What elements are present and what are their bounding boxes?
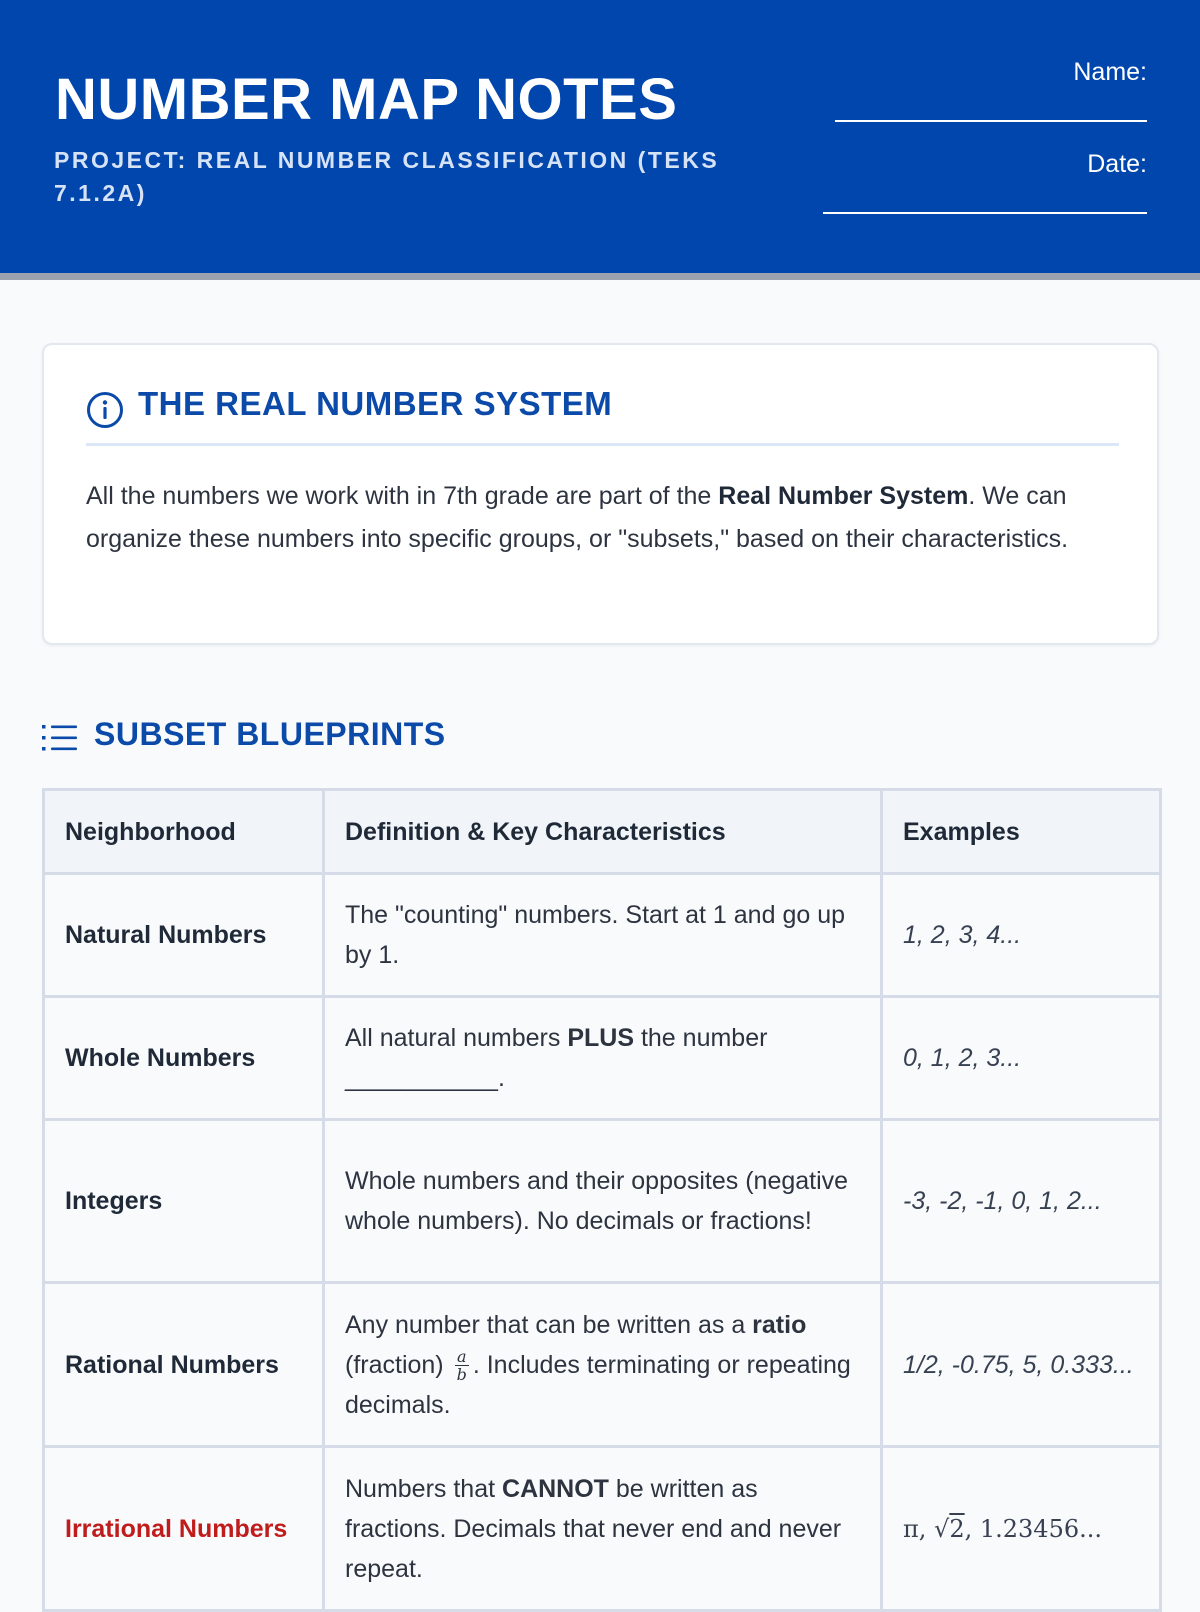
- subset-examples: π, √2, 1.23456...: [882, 1447, 1161, 1611]
- subset-name: Rational Numbers: [44, 1283, 324, 1447]
- subset-name: Natural Numbers: [44, 874, 324, 997]
- subset-name: Whole Numbers: [44, 997, 324, 1120]
- subset-definition: The "counting" numbers. Start at 1 and go up by 1.: [324, 874, 882, 997]
- intro-card-header: [86, 385, 1119, 446]
- name-label: Name:: [1073, 58, 1147, 86]
- name-blank-line[interactable]: [835, 120, 1147, 122]
- info-circle-icon: [86, 391, 124, 434]
- intro-title: THE REAL NUMBER SYSTEM: [138, 385, 613, 422]
- subset-examples: 1, 2, 3, 4...: [882, 874, 1161, 997]
- date-blank-line[interactable]: [823, 212, 1147, 214]
- page-subtitle: PROJECT: REAL NUMBER CLASSIFICATION (TEKS 7.1.2A): [54, 147, 720, 206]
- table-row: [44, 1283, 1161, 1447]
- column-header-examples: Examples: [882, 790, 1161, 874]
- date-label: Date:: [1087, 150, 1147, 178]
- subset-name: Integers: [44, 1120, 324, 1283]
- column-header-definition: Definition & Key Characteristics: [324, 790, 882, 874]
- table-row: [44, 997, 1161, 1120]
- page-title: NUMBER MAP NOTES: [55, 67, 678, 132]
- subset-definition: Any number that can be written as a ratio (fraction) $\frac{a}{b}$ . Includes terminating or repeating decimals.: [324, 1283, 882, 1447]
- column-header-neighborhood: Neighborhood: [44, 790, 324, 874]
- table-row: [44, 1447, 1161, 1611]
- subset-definition: Numbers that CANNOT be written as fractions. Decimals that never end and never repeat.: [324, 1447, 882, 1611]
- table-row: [44, 1120, 1161, 1283]
- intro-card: [42, 343, 1159, 645]
- table-row: [44, 874, 1161, 997]
- subset-definition: All natural numbers PLUS the number ___________.: [324, 997, 882, 1120]
- fraction-a-over-b: $\frac{a}{b}$: [456, 1347, 467, 1385]
- subset-examples: 1/2, -0.75, 5, 0.333...: [882, 1283, 1161, 1447]
- table-header-row: [44, 790, 1161, 874]
- subset-definition: Whole numbers and their opposites (negative whole numbers). No decimals or fractions!: [324, 1120, 882, 1283]
- page-header: [0, 0, 1200, 280]
- subset-name: Irrational Numbers: [44, 1447, 324, 1611]
- list-icon: [42, 723, 78, 758]
- subset-table: [42, 788, 1162, 1612]
- blueprints-title: SUBSET BLUEPRINTS: [94, 716, 446, 752]
- intro-text: All the numbers we work with in 7th grade are part of the Real Number System. We can organize these numbers into specific groups, or "subsets," based on their characteristics.: [86, 482, 1069, 553]
- subset-examples: 0, 1, 2, 3...: [882, 997, 1161, 1120]
- subset-examples: -3, -2, -1, 0, 1, 2...: [882, 1120, 1161, 1283]
